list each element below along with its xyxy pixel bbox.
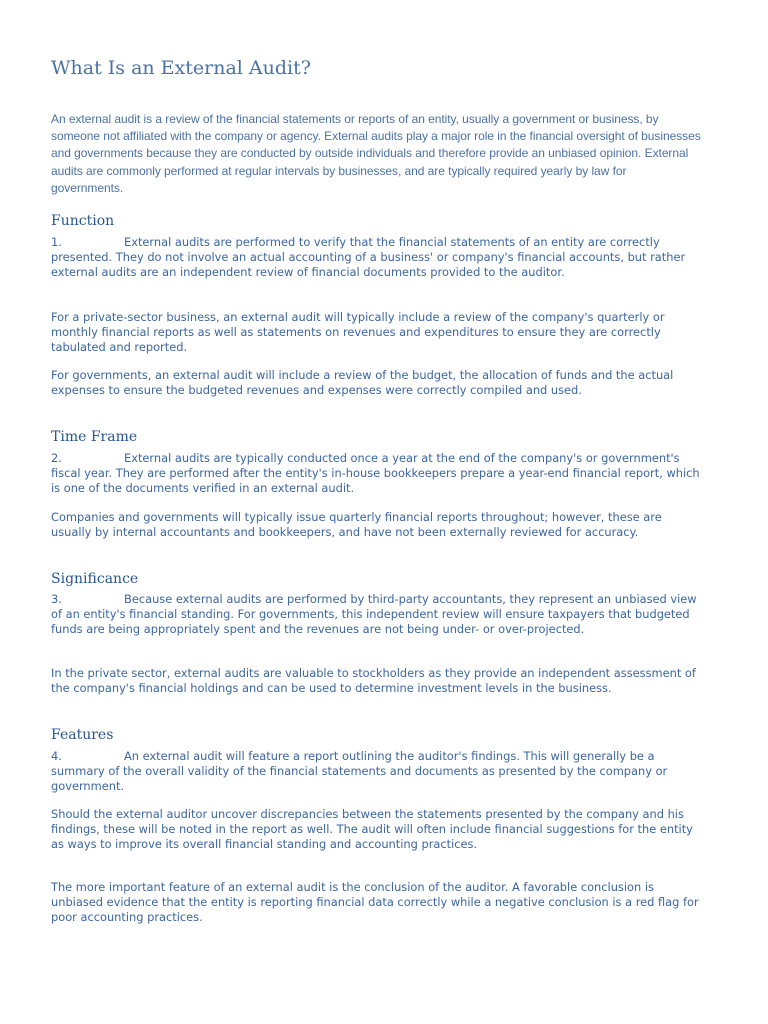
section-significance-paragraph-2: In the private sector, external audits are valuable to stockholders as they provide an independent assessment of the company's financial holdings and can be used to determine investment levels in the business. <box>51 666 696 695</box>
section-heading-function: Function <box>51 213 115 229</box>
section-features-paragraph-1 <box>51 749 701 794</box>
intro-paragraph: An external audit is a review of the financial statements or reports of an entity, usually a government or business, by someone not affiliated with the company or agency. External audits play a major role in the financial oversight of businesses and governments because they are conducted by outside individuals and therefore provide an unbiased opinion. External audits are commonly performed at regular intervals by businesses, and are typically required yearly by law for governments. <box>51 112 701 195</box>
section-number: 4. <box>51 749 62 763</box>
section-heading-features: Features <box>51 727 114 743</box>
paragraph-text: External audits are typically conducted once a year at the end of the company's or government's fiscal year. They are performed after the entity's in-house bookkeepers prepare a year-end financial report, which is one of the documents verified in an external audit. <box>51 451 700 495</box>
section-time-frame-paragraph-1 <box>51 451 701 496</box>
section-function-paragraph-2: For a private-sector business, an external audit will typically include a review of the company's quarterly or monthly financial reports as well as statements on revenues and expenditures to ensure they are correctly tabulated and reported. <box>51 310 665 354</box>
paragraph-text: Because external audits are performed by third-party accountants, they represent an unbiased view of an entity's financial standing. For governments, this independent review will ensure taxpayers that budgeted funds are being appropriately spent and the revenues are not being under- or over-projected. <box>51 592 697 636</box>
section-significance-paragraph-1 <box>51 592 701 637</box>
section-function-paragraph-3: For governments, an external audit will include a review of the budget, the allocation of funds and the actual expenses to ensure the budgeted revenues and expenses were correctly compiled and used. <box>51 368 674 397</box>
section-function-paragraph-1 <box>51 235 701 280</box>
section-heading-significance: Significance <box>51 571 139 587</box>
paragraph-text: An external audit will feature a report outlining the auditor's findings. This will generally be a summary of the overall validity of the financial statements and documents as presented by the company or government. <box>51 749 668 793</box>
section-features-paragraph-3: The more important feature of an external audit is the conclusion of the auditor. A favorable conclusion is unbiased evidence that the entity is reporting financial data correctly while a negative conclusion is a red flag for poor accounting practices. <box>51 880 699 924</box>
section-features-paragraph-2: Should the external auditor uncover discrepancies between the statements presented by the company and his findings, these will be noted in the report as well. The audit will often include financial suggestions for the entity as ways to improve its overall financial standing and accounting practices. <box>51 807 693 851</box>
paragraph-text: External audits are performed to verify that the financial statements of an entity are correctly presented. They do not involve an actual accounting of a business' or company's financial accounts, but rather external audits are an independent review of financial documents provided to the auditor. <box>51 235 686 279</box>
section-number: 1. <box>51 235 62 249</box>
section-number: 3. <box>51 592 62 606</box>
section-time-frame-paragraph-2: Companies and governments will typically issue quarterly financial reports throughout; however, these are usually by internal accountants and bookkeepers, and have not been externally reviewed for accuracy. <box>51 510 662 539</box>
section-number: 2. <box>51 451 62 465</box>
section-heading-time-frame: Time Frame <box>51 429 138 445</box>
page-title: What Is an External Audit? <box>51 57 311 79</box>
